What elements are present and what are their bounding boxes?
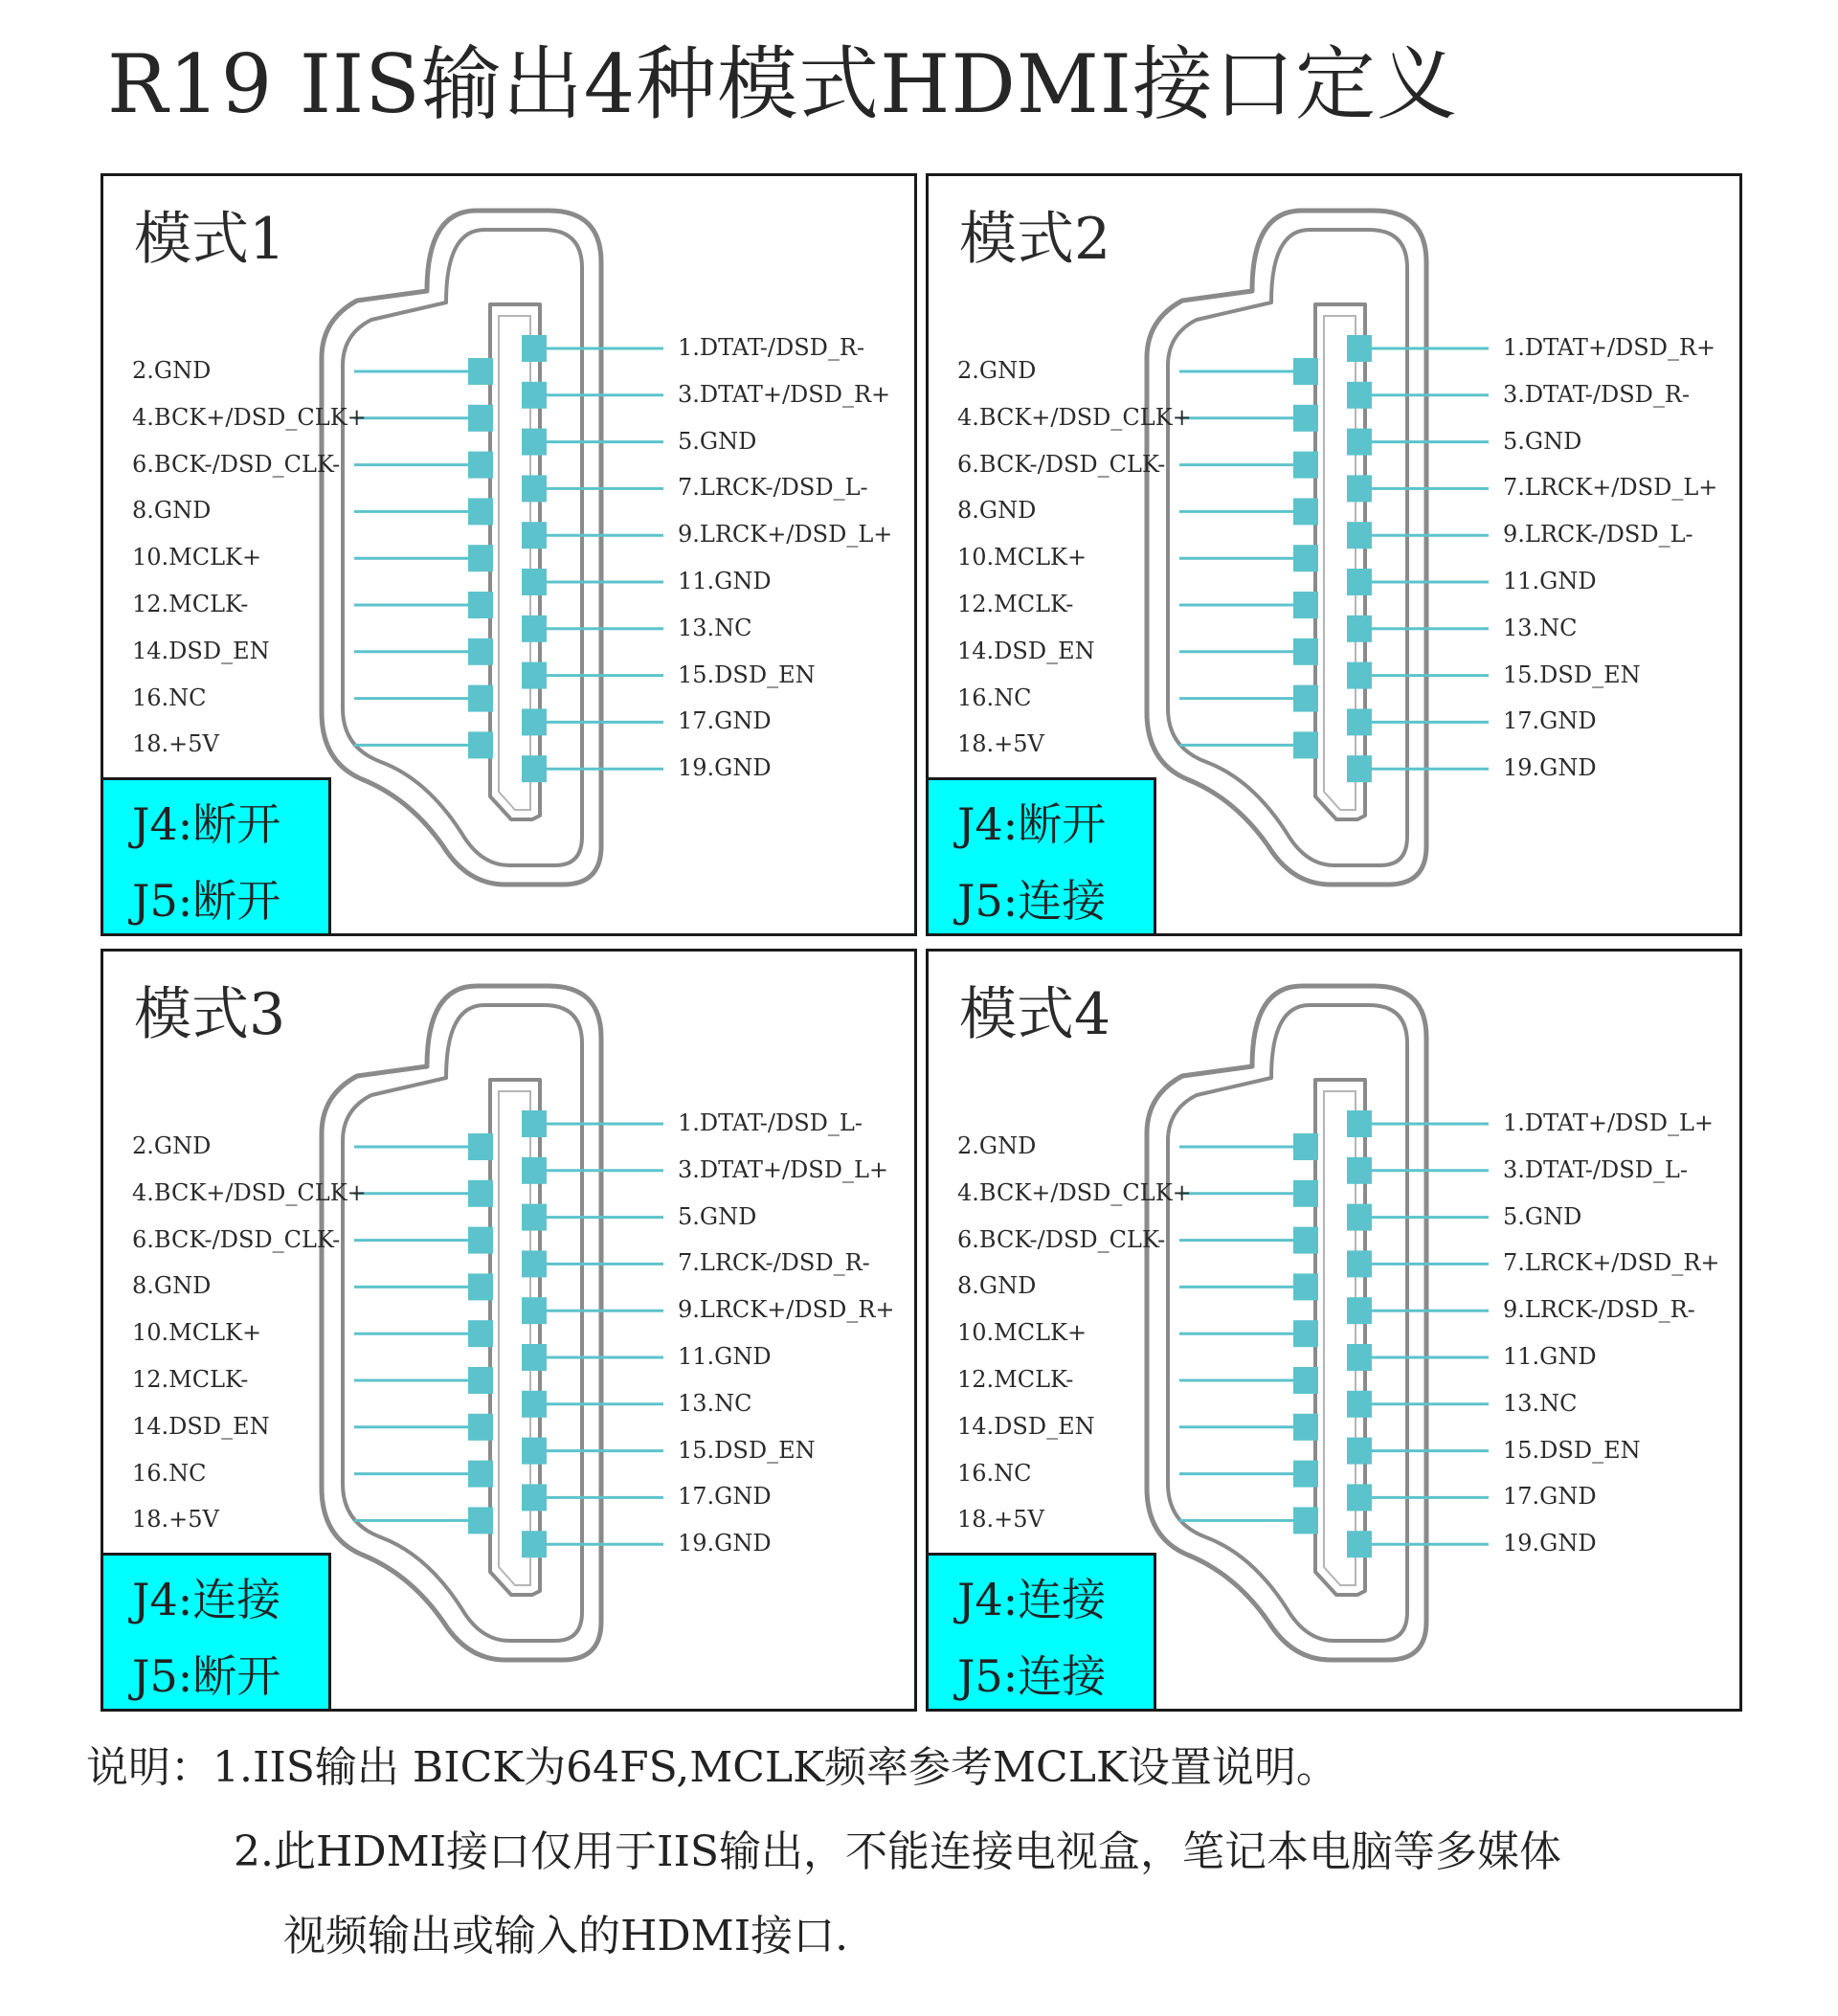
pin-pad <box>1293 1273 1318 1300</box>
pin-pad <box>1347 755 1372 782</box>
jumper-box <box>929 1553 1156 1712</box>
pin-label: 9.LRCK+/DSD_R+ <box>678 1296 895 1324</box>
notes-line-3: 视频输出或输入的HDMI接口. <box>283 1912 849 1960</box>
pin-pad <box>1347 1110 1372 1137</box>
panel-title: 模式1 <box>134 206 286 273</box>
jumper-j5-status: J5:连接 <box>957 1650 1107 1702</box>
connector-tongue <box>490 1080 540 1595</box>
pin-pad <box>468 1273 493 1300</box>
jumper-j5-status: J5:断开 <box>132 875 281 927</box>
pin-pad <box>1347 382 1372 409</box>
pin-pad <box>468 1414 493 1441</box>
pin-pad <box>1347 1250 1372 1277</box>
pin-pad <box>522 335 547 362</box>
pin-pad <box>468 592 493 618</box>
jumper-j5-status: J5:连接 <box>957 875 1107 927</box>
pin-pad <box>1293 1507 1318 1534</box>
pin-label: 3.DTAT+/DSD_L+ <box>678 1155 889 1183</box>
pin-label: 10.MCLK+ <box>132 1319 262 1347</box>
pin-pad <box>522 1204 547 1231</box>
pin-pad <box>1347 1531 1372 1557</box>
pin-label: 18.+5V <box>957 1506 1044 1534</box>
pin-label: 2.GND <box>132 357 212 384</box>
pin-pad <box>1293 685 1318 712</box>
connector-outer-outline <box>322 986 601 1660</box>
panel-title: 模式2 <box>959 206 1111 273</box>
pin-pad <box>1293 1461 1318 1488</box>
pin-label: 10.MCLK+ <box>957 544 1087 571</box>
pin-label: 10.MCLK+ <box>957 1319 1087 1347</box>
pin-pad <box>468 498 493 525</box>
pin-pad <box>1347 1438 1372 1465</box>
pin-label: 8.GND <box>957 497 1037 525</box>
pin-label: 2.GND <box>957 1132 1037 1159</box>
pin-label: 15.DSD_EN <box>1503 1436 1641 1464</box>
pin-pad <box>1293 1180 1318 1207</box>
pin-label: 17.GND <box>1503 707 1597 735</box>
pin-pad <box>522 755 547 782</box>
pin-label: 7.LRCK-/DSD_R- <box>678 1249 870 1277</box>
pin-label: 13.NC <box>1503 1389 1578 1417</box>
pin-label: 14.DSD_EN <box>957 637 1095 664</box>
pin-pad <box>1347 569 1372 595</box>
pin-label: 1.DTAT+/DSD_R+ <box>1503 334 1716 361</box>
pin-pad <box>1347 616 1372 642</box>
pin-pad <box>1293 452 1318 479</box>
connector-tongue <box>1315 1080 1365 1595</box>
pin-label: 14.DSD_EN <box>132 1412 270 1440</box>
pin-pad <box>468 358 493 385</box>
connector-tongue <box>1315 304 1365 819</box>
pin-pad <box>1293 358 1318 385</box>
jumper-j5-status: J5:断开 <box>132 1650 281 1702</box>
pin-label: 11.GND <box>678 568 772 594</box>
pin-label: 17.GND <box>678 1483 772 1511</box>
pin-label: 7.LRCK-/DSD_L- <box>678 474 868 502</box>
pin-label: 18.+5V <box>132 1506 219 1534</box>
pin-pad <box>1293 545 1318 571</box>
pin-label: 5.GND <box>678 427 757 455</box>
jumper-j4-status: J4:断开 <box>957 798 1107 850</box>
pin-pad <box>468 452 493 479</box>
pin-label: 18.+5V <box>957 730 1044 758</box>
panel-title: 模式4 <box>959 981 1111 1048</box>
pin-label: 8.GND <box>132 1272 212 1300</box>
notes-line-1: 说明：1.IIS输出 BICK为64FS,MCLK频率参考MCLK设置说明。 <box>86 1743 1338 1792</box>
pin-label: 19.GND <box>678 1530 772 1557</box>
pin-label: 4.BCK+/DSD_CLK+ <box>957 1178 1192 1206</box>
pin-label: 19.GND <box>1503 754 1597 782</box>
jumper-box <box>929 777 1156 936</box>
pin-pad <box>522 1391 547 1418</box>
pin-pad <box>468 545 493 571</box>
pin-label: 4.BCK+/DSD_CLK+ <box>132 403 367 431</box>
pin-label: 13.NC <box>678 614 752 641</box>
pin-label: 3.DTAT+/DSD_R+ <box>678 380 891 408</box>
pin-label: 17.GND <box>1503 1483 1597 1511</box>
pin-label: 15.DSD_EN <box>1503 661 1641 688</box>
pin-label: 17.GND <box>678 707 772 735</box>
pin-label: 9.LRCK-/DSD_L- <box>1503 521 1693 549</box>
pin-label: 3.DTAT-/DSD_L- <box>1503 1155 1688 1183</box>
pin-label: 15.DSD_EN <box>678 661 816 688</box>
jumper-j4-status: J4:连接 <box>132 1574 281 1625</box>
pin-pad <box>522 522 547 549</box>
pin-label: 7.LRCK+/DSD_R+ <box>1503 1249 1720 1277</box>
pin-pad <box>1347 1297 1372 1324</box>
pin-pad <box>1347 1344 1372 1371</box>
pin-pad <box>468 685 493 712</box>
pin-label: 11.GND <box>1503 568 1597 594</box>
pin-label: 9.LRCK-/DSD_R- <box>1503 1296 1695 1324</box>
mode-2-panel <box>926 173 1742 936</box>
pin-label: 6.BCK-/DSD_CLK- <box>132 450 341 478</box>
pin-pad <box>1293 1133 1318 1160</box>
pin-pad <box>1347 708 1372 735</box>
jumper-j4-status: J4:断开 <box>132 798 281 850</box>
pin-label: 16.NC <box>132 683 207 711</box>
pin-label: 19.GND <box>678 754 772 782</box>
pin-pad <box>1347 662 1372 689</box>
pin-label: 1.DTAT+/DSD_L+ <box>1503 1109 1715 1136</box>
pin-pad <box>522 1531 547 1557</box>
jumper-box <box>103 1553 331 1712</box>
pin-label: 12.MCLK- <box>957 591 1074 617</box>
pin-pad <box>468 1507 493 1534</box>
pin-pad <box>1347 1391 1372 1418</box>
pin-pad <box>522 569 547 595</box>
pin-label: 5.GND <box>1503 1202 1582 1230</box>
pin-label: 4.BCK+/DSD_CLK+ <box>132 1178 367 1206</box>
pin-pad <box>1347 429 1372 456</box>
pin-label: 13.NC <box>1503 614 1578 641</box>
pin-pad <box>522 1484 547 1511</box>
pin-pad <box>522 662 547 689</box>
pin-label: 3.DTAT-/DSD_R- <box>1503 380 1691 408</box>
panel-title: 模式3 <box>134 981 286 1048</box>
pin-label: 14.DSD_EN <box>957 1412 1095 1440</box>
page-title: R19 IIS输出4种模式HDMI接口定义 <box>107 37 1458 131</box>
connector-outer-outline <box>322 211 601 885</box>
pin-pad <box>522 1250 547 1277</box>
pin-pad <box>1293 1367 1318 1394</box>
pin-pad <box>1347 522 1372 549</box>
pin-label: 2.GND <box>132 1132 212 1159</box>
pin-pad <box>1293 638 1318 665</box>
pin-pad <box>468 1133 493 1160</box>
pin-label: 10.MCLK+ <box>132 544 262 571</box>
pin-pad <box>1293 498 1318 525</box>
mode-3-panel <box>101 949 917 1712</box>
pin-pad <box>522 1297 547 1324</box>
connector-outer-outline <box>1147 986 1426 1660</box>
connector-tongue <box>490 304 540 819</box>
pin-pad <box>468 1461 493 1488</box>
pin-pad <box>1347 475 1372 502</box>
pin-pad <box>522 382 547 409</box>
pin-pad <box>468 731 493 758</box>
pin-pad <box>1347 1204 1372 1231</box>
connector-outer-outline <box>1147 211 1426 885</box>
pin-pad <box>1293 592 1318 618</box>
pin-pad <box>522 429 547 456</box>
pin-label: 15.DSD_EN <box>678 1436 816 1464</box>
pin-label: 11.GND <box>678 1343 772 1370</box>
pin-pad <box>522 1438 547 1465</box>
pin-pad <box>522 475 547 502</box>
pin-label: 16.NC <box>957 683 1032 711</box>
pin-label: 6.BCK-/DSD_CLK- <box>957 1225 1166 1253</box>
pin-pad <box>522 616 547 642</box>
pin-label: 13.NC <box>678 1389 752 1417</box>
pin-pad <box>468 638 493 665</box>
pin-pad <box>522 1344 547 1371</box>
pin-pad <box>522 1110 547 1137</box>
pin-pad <box>1293 1227 1318 1254</box>
pin-pad <box>1293 405 1318 432</box>
notes-line-2: 2.此HDMI接口仅用于IIS输出，不能连接电视盒，笔记本电脑等多媒体 <box>234 1827 1561 1876</box>
pin-label: 14.DSD_EN <box>132 637 270 664</box>
pin-pad <box>1293 731 1318 758</box>
jumper-j4-status: J4:连接 <box>957 1574 1107 1625</box>
jumper-box <box>103 777 331 936</box>
pin-label: 8.GND <box>132 497 212 525</box>
pin-label: 8.GND <box>957 1272 1037 1300</box>
pin-pad <box>1347 335 1372 362</box>
pin-label: 4.BCK+/DSD_CLK+ <box>957 403 1192 431</box>
pin-pad <box>522 1157 547 1184</box>
mode-1-panel <box>101 173 917 936</box>
mode-4-panel <box>926 949 1742 1712</box>
pin-pad <box>522 708 547 735</box>
pin-label: 16.NC <box>132 1459 207 1487</box>
pin-pad <box>468 1320 493 1347</box>
pin-label: 12.MCLK- <box>132 1366 249 1393</box>
pin-label: 6.BCK-/DSD_CLK- <box>957 450 1166 478</box>
pin-pad <box>468 1227 493 1254</box>
pin-label: 12.MCLK- <box>132 591 249 617</box>
pin-pad <box>1293 1414 1318 1441</box>
pin-label: 18.+5V <box>132 730 219 758</box>
pin-pad <box>468 1367 493 1394</box>
pin-label: 19.GND <box>1503 1530 1597 1557</box>
pin-label: 16.NC <box>957 1459 1032 1487</box>
pin-label: 2.GND <box>957 357 1037 384</box>
pin-label: 11.GND <box>1503 1343 1597 1370</box>
pin-label: 1.DTAT-/DSD_R- <box>678 334 865 361</box>
pin-label: 1.DTAT-/DSD_L- <box>678 1109 863 1136</box>
pin-pad <box>1347 1157 1372 1184</box>
pin-label: 12.MCLK- <box>957 1366 1074 1393</box>
pin-pad <box>1347 1484 1372 1511</box>
pin-label: 9.LRCK+/DSD_L+ <box>678 521 893 549</box>
pin-pad <box>468 1180 493 1207</box>
pin-pad <box>1293 1320 1318 1347</box>
pin-label: 5.GND <box>678 1202 757 1230</box>
pin-label: 5.GND <box>1503 427 1582 455</box>
pin-label: 7.LRCK+/DSD_L+ <box>1503 474 1718 502</box>
pin-pad <box>468 405 493 432</box>
pin-label: 6.BCK-/DSD_CLK- <box>132 1225 341 1253</box>
